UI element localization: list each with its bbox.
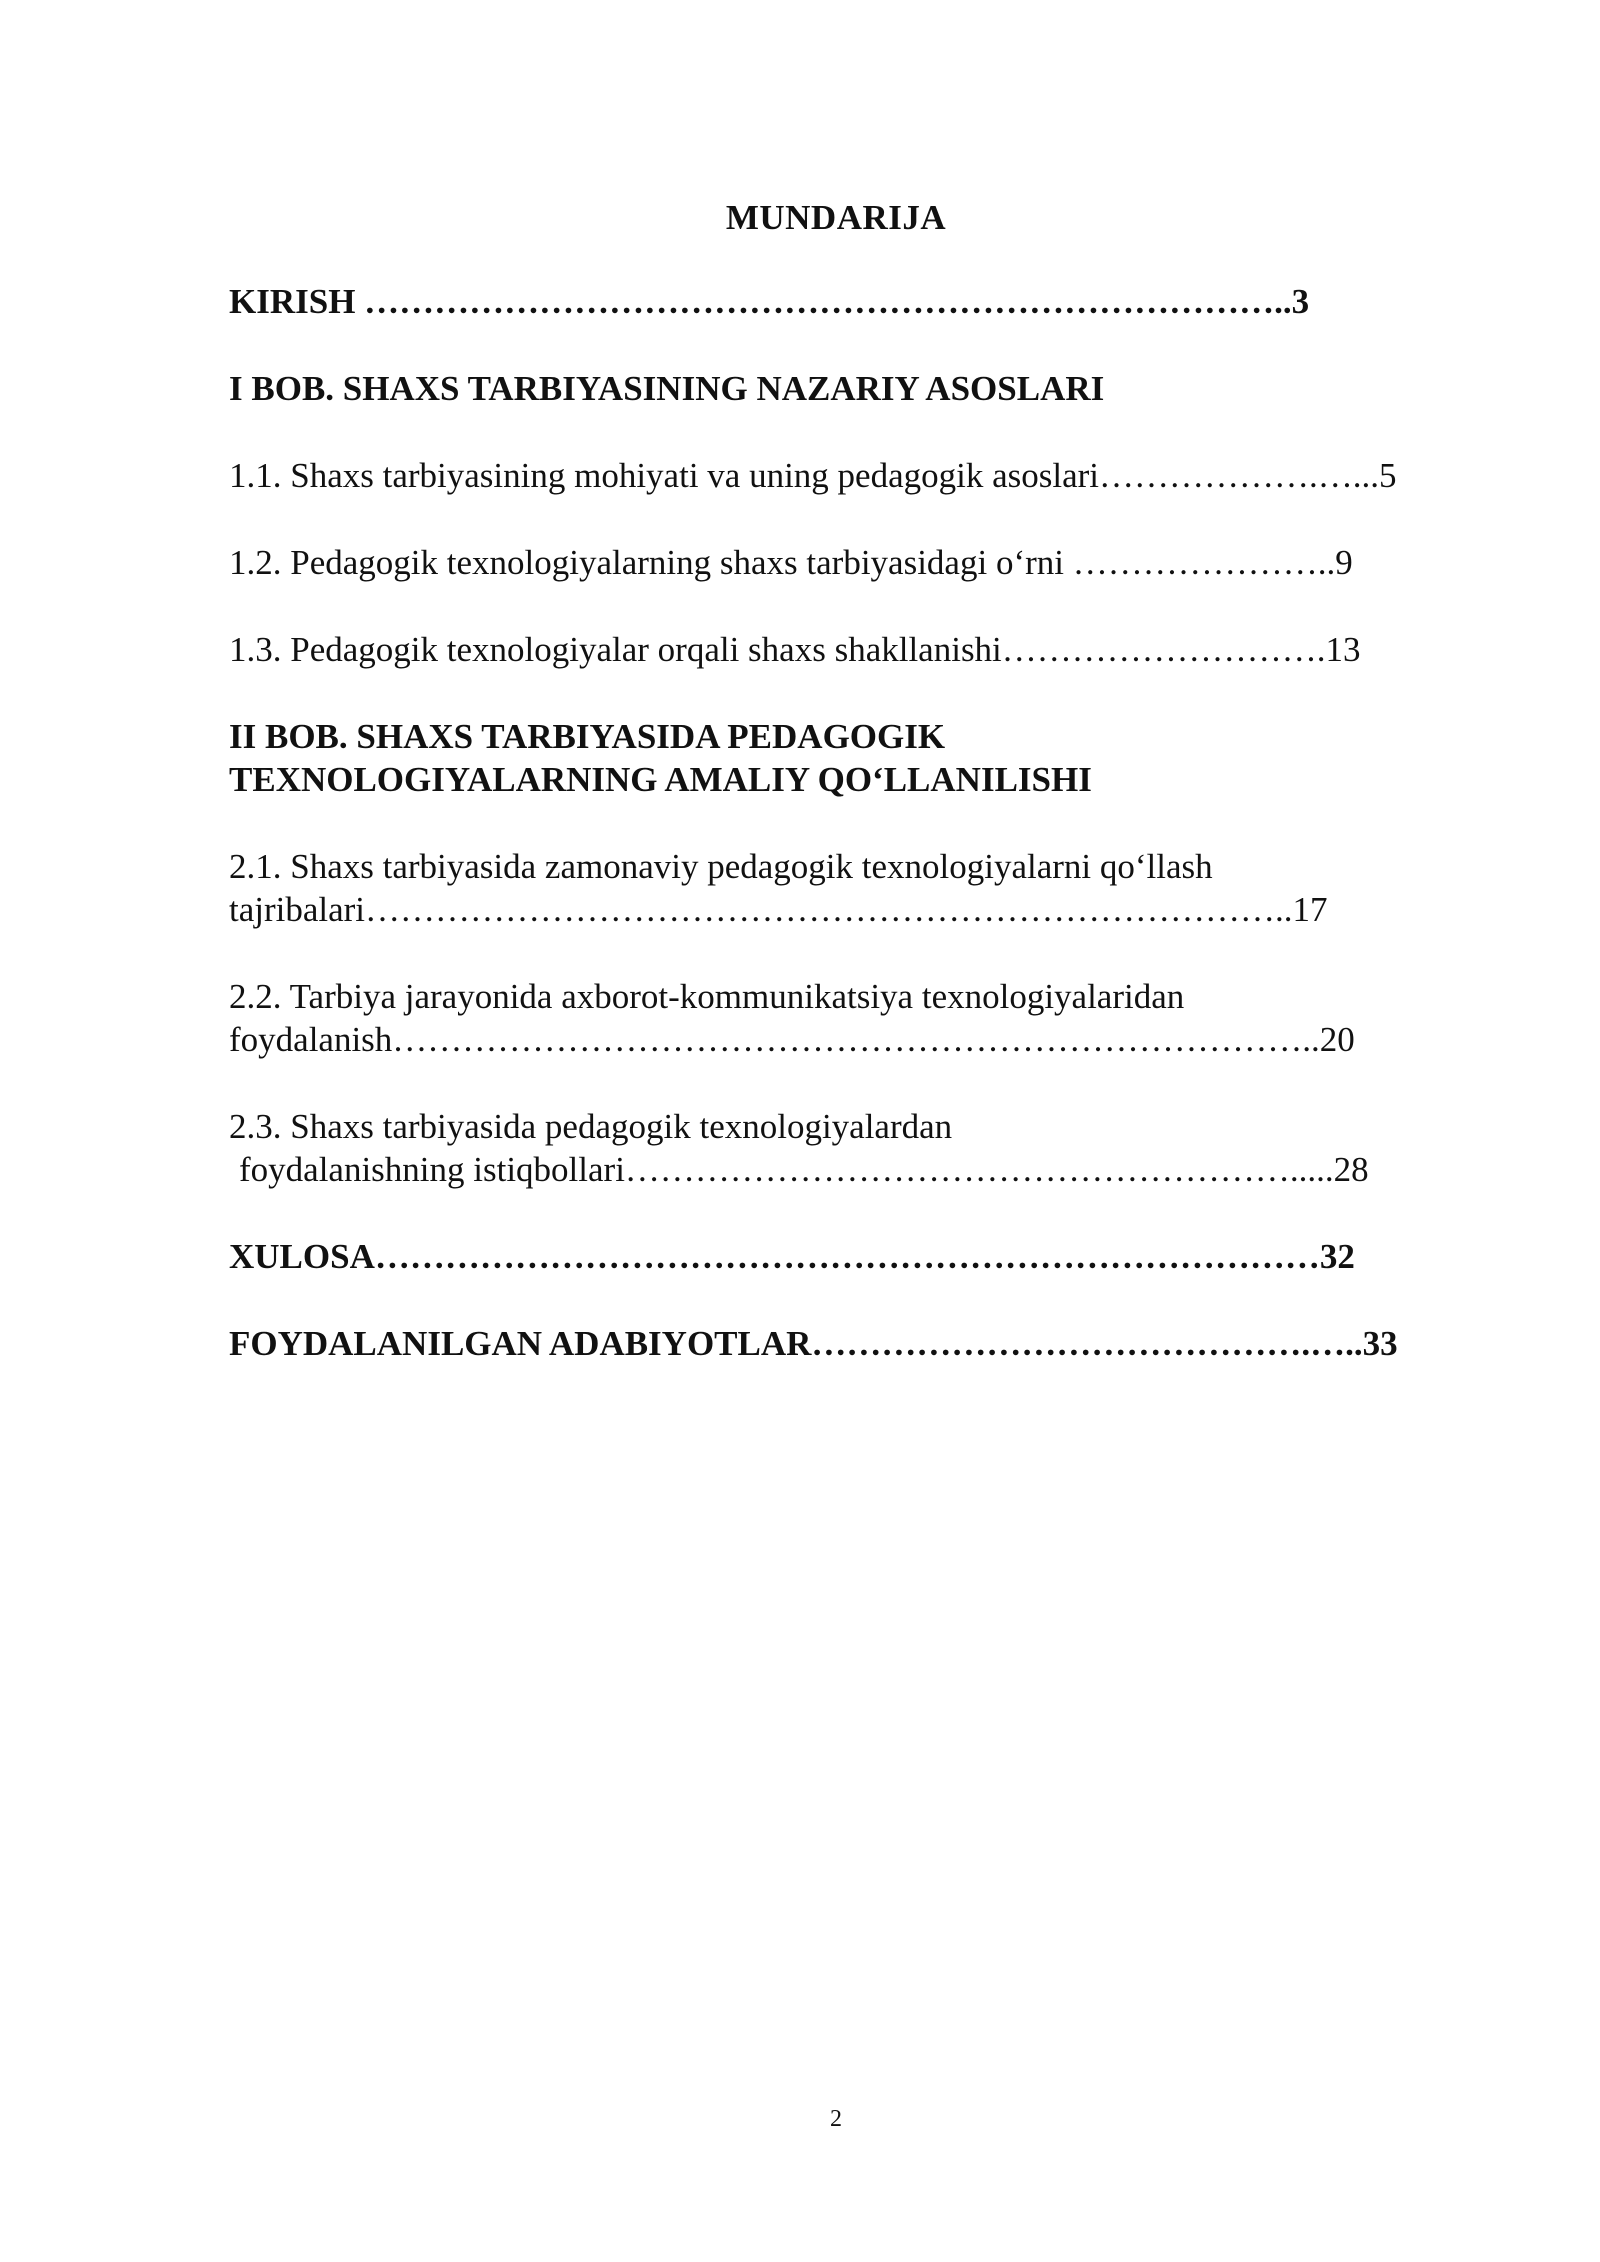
page-title: MUNDARIJA <box>725 198 947 237</box>
toc-entry-2-3-line-1: 2.3. Shaxs tarbiyasida pedagogik texnologiyalardan <box>229 1107 953 1146</box>
toc-entry-2-2-line-1: 2.2. Tarbiya jarayonida axborot-kommunikatsiya texnologiyalaridan <box>229 977 1185 1016</box>
toc-entry-2-1-line-2: tajribalari……………………………………………………………………..17 <box>229 890 1328 929</box>
toc-entry-2-3 <box>229 1105 1445 1191</box>
toc-entry-2-2 <box>229 975 1445 1061</box>
toc-chapter-2-heading <box>229 715 1445 801</box>
toc-entry-1-1: 1.1. Shaxs tarbiyasining mohiyati va uning pedagogik asoslari……………….…...5 <box>229 456 1397 495</box>
toc-chapter-2-heading-line-2: TEXNOLOGIYALARNING AMALIY QO‘LLANILISHI <box>229 760 1092 799</box>
toc-entry-references: FOYDALANILGAN ADABIYOTLAR…………………………………….…..33 <box>229 1324 1398 1363</box>
toc-entry-introduction: KIRISH ……………………………………………………………………..3 <box>229 282 1310 321</box>
toc-entry-2-1-line-1: 2.1. Shaxs tarbiyasida zamonaviy pedagogik texnologiyalarni qo‘llash <box>229 847 1213 886</box>
toc-chapter-1-heading: I BOB. SHAXS TARBIYASINING NAZARIY ASOSLARI <box>229 369 1105 408</box>
page-number: 2 <box>830 2106 842 2132</box>
table-of-contents <box>229 280 1445 1409</box>
toc-entry-2-1 <box>229 845 1445 931</box>
toc-entry-1-2: 1.2. Pedagogik texnologiyalarning shaxs tarbiyasidagi o‘rni …………………..9 <box>229 543 1353 582</box>
toc-entry-conclusion: XULOSA………………………………………………………………………32 <box>229 1237 1355 1276</box>
toc-entry-2-2-line-2: foydalanish……………………………………………………………………..20 <box>229 1020 1355 1059</box>
toc-entry-2-3-line-2: foydalanishning istiqbollari………………………………………………….....28 <box>239 1150 1369 1189</box>
toc-chapter-2-heading-line-1: II BOB. SHAXS TARBIYASIDA PEDAGOGIK <box>229 717 946 756</box>
toc-entry-1-3: 1.3. Pedagogik texnologiyalar orqali shaxs shakllanishi……………………….13 <box>229 630 1361 669</box>
